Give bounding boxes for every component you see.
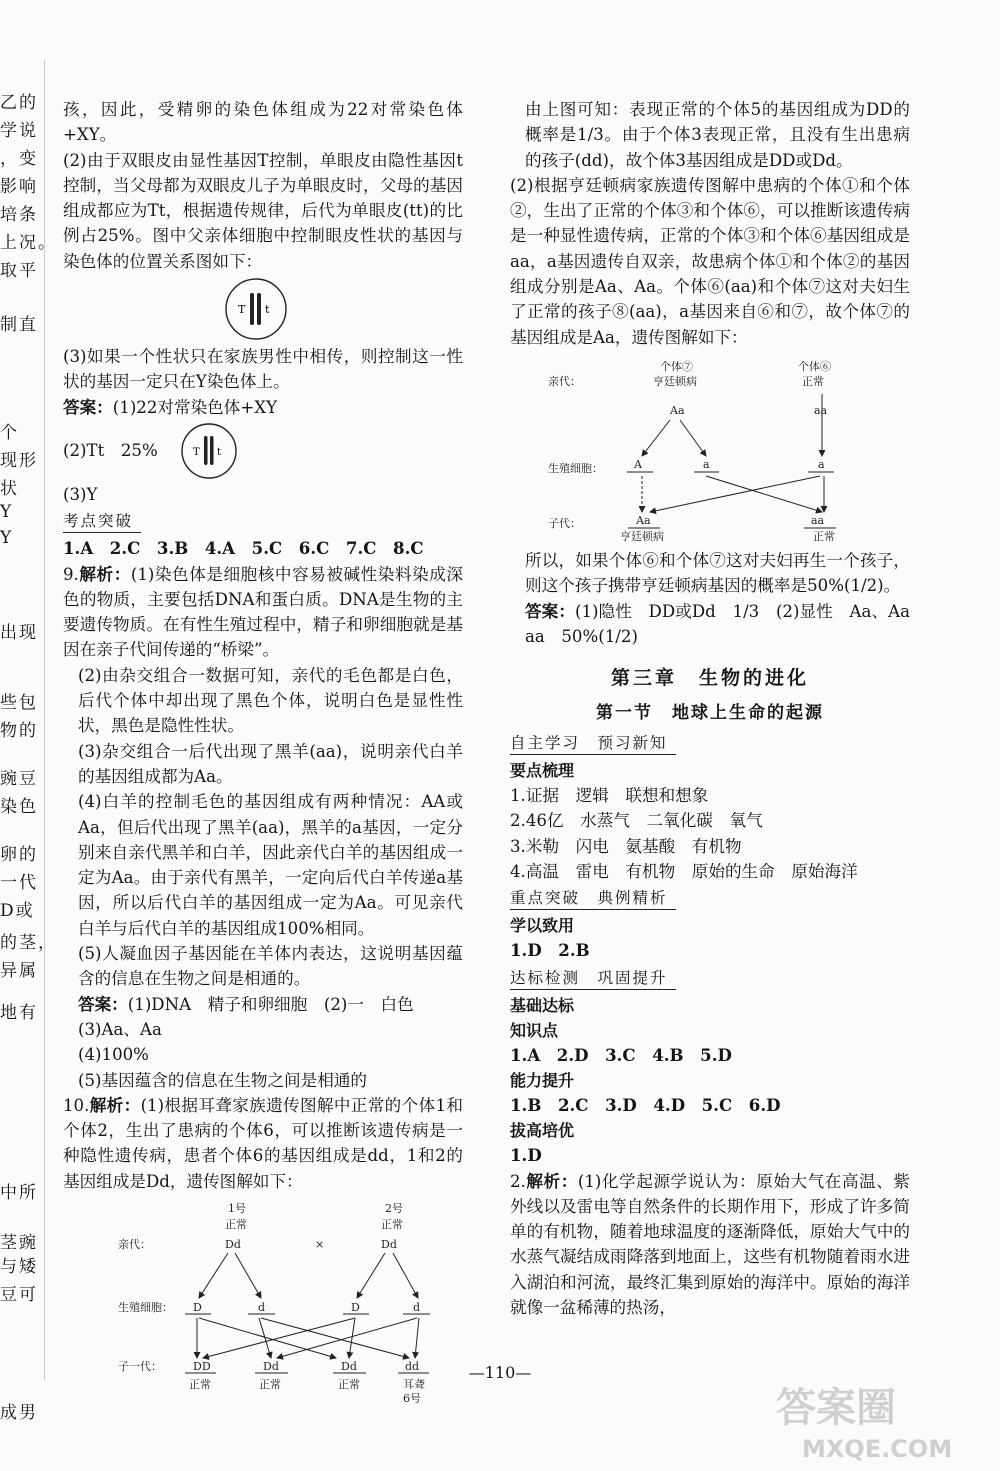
child-state-4: 耳聋 xyxy=(403,1377,425,1391)
section-bar-dabiao: 达标检测 巩固提升 xyxy=(510,966,676,990)
paragraph: (3)如果一个性状只在家族男性中相传，则控制这一性状的基因一定只在Y染色体上。 xyxy=(63,347,463,392)
row-label-gamete: 生殖细胞： xyxy=(118,1300,173,1314)
father-state: 正常 xyxy=(802,374,824,388)
q10-intro: 10.解析：(1)根据耳聋家族遗传图解中正常的个体1和个体2，生出了患病的个体6，可以推断该遗传病是一种隐性遗传病，患者个体6的基因组成是dd，1和2的基因组成是Dd，遗传图解如下： xyxy=(63,1094,464,1191)
list-item: 1.证据 逻辑 联想和想象 xyxy=(510,786,709,806)
answers-zhishi: 1.A 2.D 3.C 4.B 5.D xyxy=(510,1044,732,1065)
gutter-fragment: 物的 xyxy=(0,721,38,741)
gutter-fragment: 中所 xyxy=(0,1183,38,1203)
child-genotype-3: Dd xyxy=(341,1359,357,1373)
gutter-divider xyxy=(44,60,45,1380)
gamete-a-father: a xyxy=(818,457,825,471)
child-genotype-1: DD xyxy=(193,1359,211,1373)
paragraph: (2)根据亨廷顿病家族遗传图解中患病的个体①和个体②，生出了正常的个体③和个体⑥，可以推断该遗传病是一种显性遗传病，正常的个体③和个体⑥基因组成是aa，a基因遗传自双亲，故患病个体①和个体②的基因组成分别是Aa、Aa。个体⑥(aa)和个体⑦这对夫妇生了正常的孩子⑧(aa)，a基因来自⑥和⑦，故个体⑦的基因组成是Aa，遗传图解如下： xyxy=(510,175,910,347)
watermark-logo xyxy=(772,1377,982,1463)
section-title: 第一节 地球上生命的起源 xyxy=(596,703,824,724)
answer-2-with-cell xyxy=(63,420,463,482)
cross-symbol: × xyxy=(315,1237,325,1251)
row-label-gamete: 生殖细胞： xyxy=(548,461,603,475)
child-state-affected: 亨廷顿病 xyxy=(620,529,664,543)
child-number-4: 6号 xyxy=(403,1391,421,1403)
allele-t: t xyxy=(265,303,270,317)
parent1-state: 正常 xyxy=(225,1217,247,1231)
answer-line: 答案：(1)隐性 DD或Dd 1/3 (2)显性 Aa、Aa aa 50%(1/2) xyxy=(525,600,927,646)
heading-jichu: 基础达标 xyxy=(510,995,575,1015)
gutter-fragment: 现形 xyxy=(0,451,38,471)
gutter-fragment: 上况。 xyxy=(0,233,57,253)
mother-state: 亨廷顿病 xyxy=(653,374,697,388)
gutter-fragment: 培条 xyxy=(0,205,38,225)
answers-bagao: 1.D xyxy=(510,1145,542,1166)
gutter-fragment: D或 xyxy=(0,901,35,921)
answer-line: (4)100% xyxy=(78,1045,149,1065)
answer-line: 答案：(1)DNA 精子和卵细胞 (2)一 白色 xyxy=(78,993,414,1014)
child-genotype-2: Dd xyxy=(263,1359,279,1373)
list-item: 2.46亿 水蒸气 二氧化碳 氧气 xyxy=(510,811,763,831)
gutter-fragment: 状 xyxy=(0,479,19,499)
gamete-1: D xyxy=(193,1300,202,1314)
gutter-fragment: 一代 xyxy=(0,873,38,893)
gutter-fragment: 制直 xyxy=(0,315,38,335)
gutter-fragment: Y xyxy=(0,502,14,522)
paragraph: (5)人凝血因子基因能在羊体内表达，这说明基因蕴含的信息在生物之间是相通的。 xyxy=(78,944,463,989)
svg-text:t: t xyxy=(217,446,222,458)
gutter-fragment: 地有 xyxy=(0,1003,38,1023)
gutter-fragment: 异属 xyxy=(0,961,38,981)
paragraph: (2)由于双眼皮由显性基因T控制，单眼皮由隐性基因t控制，当父母都为双眼皮儿子为单眼皮时，父母的基因组成都应为Tt，根据遗传规律，后代为单眼皮(tt)的比例占25%。图中父亲体细胞中控制眼皮性状的基因与染色体的位置关系图如下： xyxy=(63,150,463,271)
gamete-A: A xyxy=(634,457,642,471)
answers-xueyi: 1.D 2.B xyxy=(510,940,590,961)
child-state-1: 正常 xyxy=(189,1377,211,1391)
list-item: 3.米勒 闪电 氨基酸 有机物 xyxy=(510,836,742,856)
cell-diagram-small xyxy=(181,420,301,482)
child-state-normal: 正常 xyxy=(813,529,835,543)
gamete-a-mother: a xyxy=(703,457,710,471)
section-bar-kaodian: 考点突破 xyxy=(63,509,141,533)
answer-line: (5)基因蕴含的信息在生物之间是相通的 xyxy=(78,1070,368,1090)
cell-figure xyxy=(63,274,463,344)
section-bar-zhongdian: 重点突破 典例精析 xyxy=(510,886,676,910)
row-label-child: 子一代： xyxy=(118,1359,162,1373)
gutter-fragment: 染色 xyxy=(0,797,38,817)
cell-diagram xyxy=(63,274,463,344)
list-item: 4.高温 雷电 有机物 原始的生命 原始海洋 xyxy=(510,862,858,882)
gutter-fragment: 影响 xyxy=(0,177,38,197)
heading-zhishi: 知识点 xyxy=(510,1020,559,1040)
q9-intro: 9.解析：(1)染色体是细胞核中容易被碱性染料染成深色的物质，主要包括DNA和蛋白质。DNA是生物的主要遗传物质。在有性生殖过程中，精子和卵细胞就是基因在亲子代间传递的“桥梁”。 xyxy=(63,563,463,660)
gutter-fragment: 个 xyxy=(0,423,19,443)
heading-nengli: 能力提升 xyxy=(510,1070,575,1090)
paragraph: (2)由杂交组合一数据可知，亲代的毛色都是白色，后代个体中却出现了黑色个体，说明白色是显性性状，黑色是隐性性状。 xyxy=(78,665,463,736)
chromosome-left xyxy=(250,293,254,325)
child-state-2: 正常 xyxy=(259,1377,281,1391)
mother-title: 个体⑦ xyxy=(660,359,693,373)
paragraph: (3)杂交组合一后代出现了黑羊(aa)，说明亲代白羊的基因组成都为Aa。 xyxy=(78,741,463,786)
gutter-fragment: 豌豆 xyxy=(0,769,38,789)
heading-bagao: 拔高培优 xyxy=(510,1121,575,1141)
child-genotype-4: dd xyxy=(405,1359,420,1373)
gamete-4: d xyxy=(413,1300,421,1314)
row-label-parent: 亲代： xyxy=(548,374,581,388)
gamete-2: d xyxy=(258,1300,266,1314)
gutter-fragment: 茎豌 xyxy=(0,1233,38,1253)
section-bar-zizhu: 自主学习 预习新知 xyxy=(510,731,676,755)
chapter-title: 第三章 生物的进化 xyxy=(610,667,809,690)
parent2-number: 2号 xyxy=(385,1201,403,1215)
parent1-genotype: Dd xyxy=(225,1237,241,1251)
gutter-fragment: 学说 xyxy=(0,121,38,141)
answer-line: (3)Y xyxy=(63,484,98,504)
answer-label: 答案： xyxy=(63,396,113,417)
gutter-fragment: Y xyxy=(0,528,14,548)
child-genotype-aa: aa xyxy=(811,513,825,527)
paragraph: 所以，如果个体⑥和个体⑦这对夫妇再生一个孩子，则这个孩子携带亨廷顿病基因的概率是50%(1/2)。 xyxy=(525,550,910,596)
answer-line: (3)Aa、Aa xyxy=(78,1019,162,1039)
watermark-top: 答案圈 xyxy=(776,1385,896,1431)
mc-answers: 1.A 2.C 3.B 4.A 5.C 6.C 7.C 8.C xyxy=(63,538,424,559)
chromosome-right xyxy=(257,293,261,325)
heading-yaodian: 要点梳理 xyxy=(510,761,575,781)
parent2-genotype: Dd xyxy=(381,1237,397,1251)
cell-outline xyxy=(226,279,286,339)
gutter-fragment: 成男 xyxy=(0,1403,38,1423)
paragraph: 由上图可知：表现正常的个体5的基因组成为DD的概率是1/3。由于个体3表现正常，且没有生出患病的孩子(dd)，故个体3基因组成是DD或Dd。 xyxy=(525,100,910,170)
answers-nengli: 1.B 2.C 3.D 4.D 5.C 6.D xyxy=(510,1094,781,1115)
child-genotype-Aa: Aa xyxy=(636,513,651,527)
gutter-fragment: 乙的 xyxy=(0,93,38,113)
allele-T: T xyxy=(238,303,246,317)
mother-genotype: Aa xyxy=(670,403,685,417)
page-number: —110— xyxy=(468,1363,532,1382)
answer-text: (2)Tt 25% xyxy=(63,440,158,460)
row-label-parent: 亲代： xyxy=(118,1237,151,1251)
parent2-state: 正常 xyxy=(381,1217,403,1231)
gutter-fragment: 豆可 xyxy=(0,1285,38,1305)
inheritance-diagram-huntington xyxy=(510,356,910,548)
father-genotype: aa xyxy=(814,403,828,417)
gutter-fragment: 出现 xyxy=(0,623,38,643)
answer-line: 答案：(1)22对常染色体+XY xyxy=(63,396,278,417)
right-column xyxy=(510,97,927,1320)
gutter-fragment: ，变 xyxy=(0,149,38,169)
paragraph: 孩，因此，受精卵的染色体组成为22对常染色体+XY。 xyxy=(63,100,463,145)
q2-explanation: 2.解析：(1)化学起源学说认为：原始大气在高温、紫外线以及雷电等自然条件的长期作用下，形成了许多简单的有机物，随着地球温度的逐渐降低，原始大气中的水蒸气凝结成雨降落到地面上，这些有机物随着雨水进入湖泊和河流，最终汇集到原始的海洋中。原始的海洋就像一盆稀薄的热汤， xyxy=(510,1170,910,1318)
watermark-bottom: MXQE.COM xyxy=(802,1435,953,1463)
gutter-fragment: 与矮 xyxy=(0,1257,38,1277)
gutter-fragment: 些包 xyxy=(0,693,38,713)
svg-text:T: T xyxy=(193,446,200,458)
paragraph: (4)白羊的控制毛色的基因组成有两种情况：AA或Aa，但后代出现了黑羊(aa)，黑羊的a基因，一定分别来自亲代黑羊和白羊，因此亲代白羊的基因组成一定为Aa。由于亲代有黑羊，一定向后代白羊传递a基因，所以后代白羊的基因组成一定为Aa。可见亲代白羊与后代白羊的基因组成100%相同。 xyxy=(78,792,463,938)
gutter-fragment: 的茎， xyxy=(0,933,57,953)
child-state-3: 正常 xyxy=(338,1377,360,1391)
row-label-child: 子代： xyxy=(548,516,581,530)
gutter-fragment: 卵的 xyxy=(0,845,38,865)
father-title: 个体⑥ xyxy=(798,359,831,373)
heading-xueyi: 学以致用 xyxy=(510,916,575,936)
left-column xyxy=(63,97,463,1403)
gamete-3: D xyxy=(351,1300,360,1314)
gutter-fragment: 取平 xyxy=(0,261,38,281)
parent1-number: 1号 xyxy=(228,1201,246,1215)
